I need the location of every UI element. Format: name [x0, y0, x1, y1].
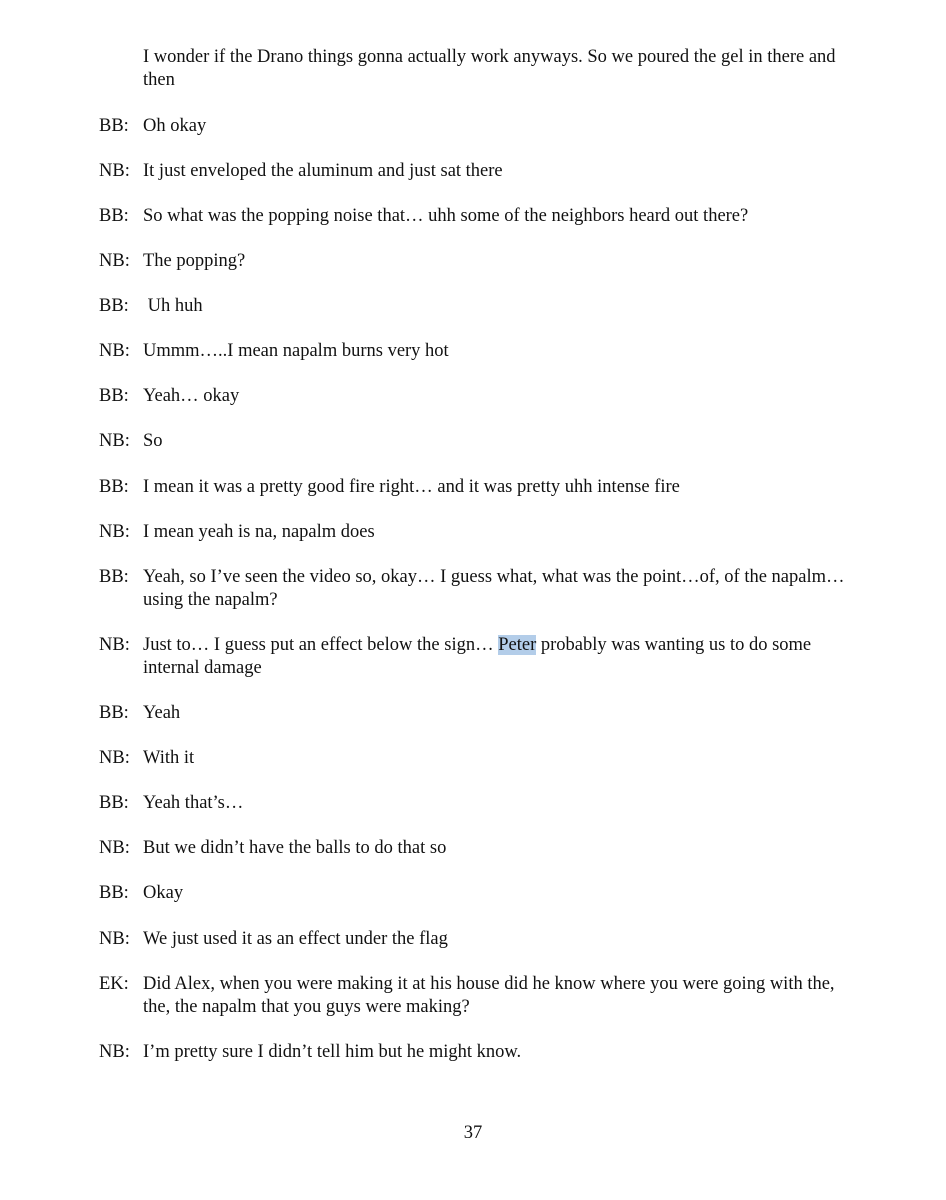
speaker-label: NB: [99, 431, 130, 451]
utterance-text: I’m pretty sure I didn’t tell him but he might know. [143, 1042, 522, 1062]
utterance-text: Yeah [143, 703, 181, 723]
utterance-text-before: Just to… I guess put an effect below the sign… [143, 635, 499, 655]
transcript-entry [99, 476, 859, 499]
speaker-label: EK: [99, 974, 129, 994]
speaker-label: BB: [99, 206, 129, 226]
utterance-text: So what was the popping noise that… uhh some of the neighbors heard out there? [143, 206, 749, 226]
speaker-label: NB: [99, 522, 130, 542]
transcript-entry [99, 115, 859, 138]
transcript-entry [99, 340, 859, 363]
speaker-label: BB: [99, 567, 129, 587]
speaker-label: NB: [99, 341, 130, 361]
utterance-text-after: probably was wanting us to do some internal damage [143, 635, 812, 678]
utterance-text: Ummm…..I mean napalm burns very hot [143, 341, 449, 361]
utterance-text: Oh okay [143, 116, 207, 136]
speaker-label: NB: [99, 929, 130, 949]
speaker-label: BB: [99, 703, 129, 723]
transcript-entry [99, 837, 859, 860]
transcript-entry [99, 1041, 859, 1064]
utterance-text: Yeah, so I’ve seen the video so, okay… I guess what, what was the point…of, of the napalm… using the napalm? [143, 567, 845, 610]
utterance-text: Uh huh [143, 296, 203, 316]
utterance-text: The popping? [143, 251, 246, 271]
transcript-entry [99, 250, 859, 273]
transcript-entry [99, 747, 859, 770]
utterance-text: Yeah… okay [143, 386, 240, 406]
speaker-label: BB: [99, 386, 129, 406]
speaker-label: NB: [99, 1042, 130, 1062]
transcript-entry [99, 634, 859, 680]
utterance-text: It just enveloped the aluminum and just sat there [143, 161, 503, 181]
transcript-entry [99, 702, 859, 725]
speaker-label: NB: [99, 838, 130, 858]
transcript-entry [99, 882, 859, 905]
transcript-entry [99, 160, 859, 183]
utterance-text: With it [143, 748, 195, 768]
continuation-text: I wonder if the Drano things gonna actually work anyways. So we poured the gel in there and then [143, 47, 836, 90]
page-number: 37 [463, 1123, 483, 1143]
transcript-entry [99, 973, 859, 1019]
speaker-label: BB: [99, 793, 129, 813]
transcript-entry [99, 792, 859, 815]
speaker-label: NB: [99, 251, 130, 271]
utterance-text: Okay [143, 883, 184, 903]
utterance-text: Did Alex, when you were making it at his house did he know where you were going with the, the, the napalm that you guys were making? [143, 974, 835, 1017]
transcript-entry [99, 566, 859, 612]
utterance-text: Yeah that’s… [143, 793, 244, 813]
transcript-entry [99, 430, 859, 453]
transcript-entry [99, 928, 859, 951]
transcript-entry [99, 205, 859, 228]
highlighted-name: Peter [498, 635, 537, 655]
utterance-text: We just used it as an effect under the flag [143, 929, 448, 949]
speaker-label: NB: [99, 748, 130, 768]
speaker-label: BB: [99, 296, 129, 316]
utterance-text: So [143, 431, 163, 451]
speaker-label: BB: [99, 477, 129, 497]
speaker-label: BB: [99, 883, 129, 903]
transcript-entry [99, 521, 859, 544]
speaker-label: NB: [99, 161, 130, 181]
transcript-entry [99, 295, 859, 318]
utterance-text: I mean it was a pretty good fire right… and it was pretty uhh intense fire [143, 477, 680, 497]
utterance-text: But we didn’t have the balls to do that so [143, 838, 447, 858]
transcript-entry [99, 385, 859, 408]
utterance-text [143, 634, 859, 680]
speaker-label: NB: [99, 635, 130, 655]
speaker-label: BB: [99, 116, 129, 136]
utterance-text: I mean yeah is na, napalm does [143, 522, 375, 542]
continuation-line [99, 46, 859, 92]
